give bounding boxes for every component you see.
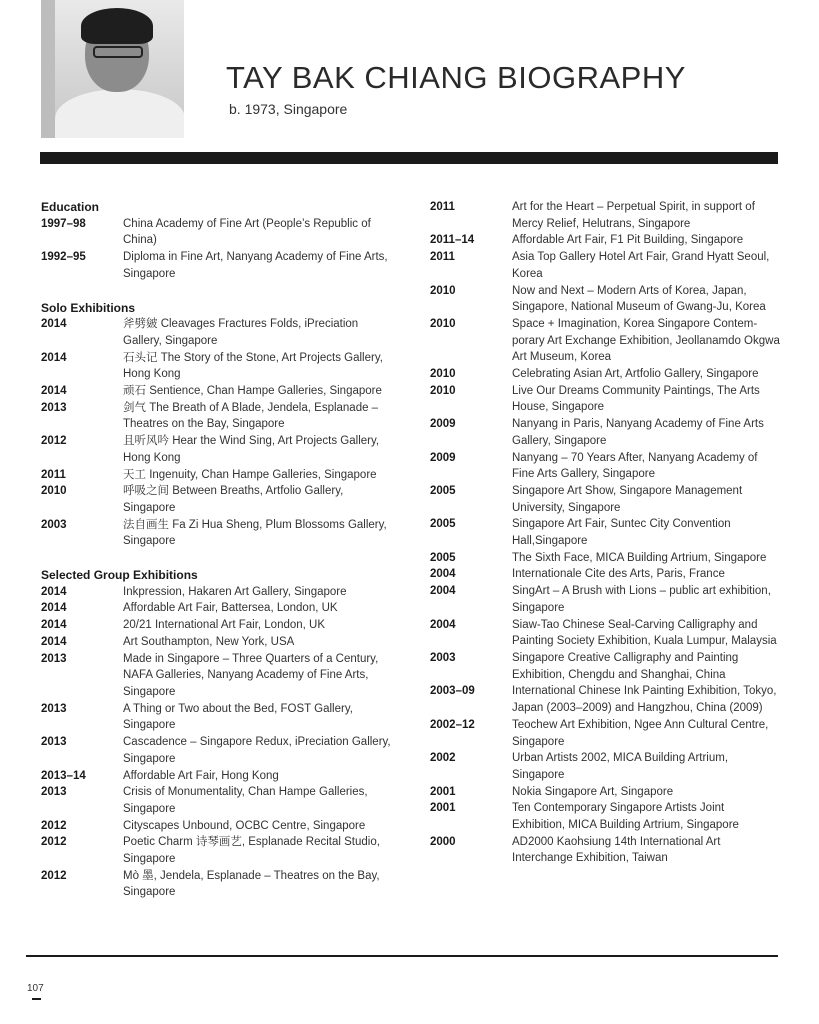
exhibition-entry [430, 683, 780, 716]
entry-year: 2003–09 [430, 685, 475, 698]
entry-year: 2013 [41, 702, 67, 715]
entry-description: Asia Top Gallery Hotel Art Fair, Grand Hyatt Seoul, Korea [512, 251, 770, 280]
entry-description: Affordable Art Fair, Battersea, London, UK [123, 602, 338, 615]
entry-description: Inkpression, Hakaren Art Gallery, Singapore [123, 585, 347, 598]
exhibition-entry [41, 433, 393, 466]
entry-description: Diploma in Fine Art, Nanyang Academy of Fine Arts, Singapore [123, 251, 388, 280]
entry-description: 且听风吟 Hear the Wind Sing, Art Projects Gallery, Hong Kong [123, 435, 380, 464]
entry-description: Art Southampton, New York, USA [123, 635, 295, 648]
exhibition-entry [41, 834, 393, 867]
entry-year: 2000 [430, 835, 456, 848]
entry-year: 2012 [41, 435, 67, 448]
entry-year: 2010 [430, 317, 456, 330]
entry-year: 2012 [41, 819, 67, 832]
section-heading: Selected Group Exhibitions [41, 568, 198, 583]
birth-info: b. 1973, Singapore [229, 101, 348, 117]
entry-description: China Academy of Fine Art (People’s Republic of China) [123, 217, 371, 247]
exhibition-entry [41, 634, 393, 651]
entry-description: 斧劈皴 Cleavages Fractures Folds, iPreciation Gallery, Singapore [123, 318, 359, 347]
entry-description: Singapore Art Show, Singapore Management University, Singapore [512, 484, 743, 514]
entry-description: International Chinese Ink Painting Exhibition, Tokyo, Japan (2003–2009) and Hangzhou, China (2009) [512, 685, 777, 715]
entry-description: Art for the Heart – Perpetual Spirit, in support of Mercy Relief, Helutrans, Singapore [512, 201, 755, 230]
exhibition-entry [430, 834, 780, 867]
entry-year: 2001 [430, 802, 456, 815]
entry-year: 1992–95 [41, 251, 86, 264]
entry-year: 2011 [41, 468, 66, 481]
entry-year: 2010 [41, 485, 67, 498]
entry-description: Singapore Creative Calligraphy and Painting Exhibition, Chengdu and Shanghai, China [512, 651, 739, 681]
exhibition-entry [41, 768, 393, 785]
entry-description: Affordable Art Fair, F1 Pit Building, Singapore [512, 234, 744, 247]
exhibition-entry [430, 516, 780, 549]
entry-description: 剑气 The Breath of A Blade, Jendela, Esplanade – Theatres on the Bay, Singapore [123, 401, 379, 431]
right-column [430, 199, 780, 867]
exhibition-entry [430, 650, 780, 683]
entry-year: 2014 [41, 602, 67, 615]
entry-year: 2004 [430, 585, 456, 598]
entry-description: Space + Imagination, Korea Singapore Contem-porary Art Exchange Exhibition, Jeollanamdo Okgwa Art Museum, Korea [512, 317, 780, 364]
entry-year: 2014 [41, 351, 67, 364]
entry-description: Now and Next – Modern Arts of Korea, Japan, Singapore, National Museum of Gwang-Ju, Korea [512, 284, 766, 314]
artist-portrait-photo [41, 0, 184, 138]
entry-year: 2013 [41, 736, 67, 749]
exhibition-entry [430, 717, 780, 750]
entry-description: Celebrating Asian Art, Artfolio Gallery, Singapore [512, 368, 759, 381]
exhibition-entry [430, 483, 780, 516]
entry-year: 2005 [430, 518, 456, 531]
exhibition-entry [430, 450, 780, 483]
exhibition-entry [41, 350, 393, 383]
exhibition-entry [41, 467, 393, 484]
exhibition-entry [41, 383, 393, 400]
exhibition-entry [41, 316, 393, 349]
entry-year: 2009 [430, 418, 456, 431]
photo-background-stripe [41, 0, 55, 138]
entry-year: 2004 [430, 568, 456, 581]
entry-description: 20/21 International Art Fair, London, UK [123, 619, 326, 632]
entry-description: Singapore Art Fair, Suntec City Convention Hall,Singapore [512, 518, 731, 548]
entry-description: Nanyang in Paris, Nanyang Academy of Fine Arts Gallery, Singapore [512, 418, 764, 447]
entry-description: Affordable Art Fair, Hong Kong [123, 769, 279, 782]
photo-glasses [93, 46, 143, 58]
entry-year: 2014 [41, 635, 67, 648]
entry-year: 2010 [430, 384, 456, 397]
entry-year: 2002 [430, 752, 456, 765]
entry-year: 2014 [41, 385, 67, 398]
exhibition-entry [41, 517, 393, 550]
exhibition-entry [41, 734, 393, 767]
entry-year: 2002–12 [430, 718, 475, 731]
exhibition-entry [41, 818, 393, 835]
exhibition-entry [430, 199, 780, 232]
entry-description: The Sixth Face, MICA Building Artrium, Singapore [512, 551, 767, 564]
entry-year: 2009 [430, 451, 456, 464]
entry-year: 2011 [430, 201, 455, 213]
entry-description: Teochew Art Exhibition, Ngee Ann Cultural Centre, Singapore [512, 718, 769, 748]
entry-description: Live Our Dreams Community Paintings, The Arts House, Singapore [512, 384, 760, 414]
entry-year: 2013 [41, 401, 67, 414]
exhibition-entry [41, 868, 393, 901]
section-heading: Education [41, 200, 100, 214]
page-title: TAY BAK CHIANG BIOGRAPHY [226, 60, 686, 95]
entry-year: 2004 [430, 618, 456, 631]
exhibition-entry [430, 283, 780, 316]
entry-description: AD2000 Kaohsiung 14th International Art Interchange Exhibition, Taiwan [512, 835, 721, 865]
exhibition-entry [430, 249, 780, 282]
section-heading: Solo Exhibitions [41, 300, 136, 315]
entry-year: 2005 [430, 484, 456, 497]
exhibition-entry [430, 800, 780, 833]
exhibition-entry [41, 701, 393, 734]
entry-year: 2014 [41, 318, 67, 331]
entry-year: 2001 [430, 785, 456, 798]
exhibition-entry [430, 550, 780, 567]
page-number-dash [32, 998, 41, 1000]
entry-description: 顽石 Sentience, Chan Hampe Galleries, Singapore [123, 385, 382, 398]
entry-year: 2014 [41, 619, 67, 632]
exhibition-entry [430, 566, 780, 583]
entry-description: Nokia Singapore Art, Singapore [512, 785, 674, 798]
entry-year: 1997–98 [41, 217, 86, 230]
entry-year: 2003 [430, 651, 456, 664]
photo-hair [81, 8, 153, 44]
entry-year: 2014 [41, 585, 67, 598]
entry-description: SingArt – A Brush with Lions – public art exhibition, Singapore [512, 585, 771, 614]
exhibition-entry [430, 617, 780, 650]
exhibition-entry [430, 366, 780, 383]
exhibition-entry [41, 216, 393, 249]
entry-description: Cascadence – Singapore Redux, iPreciation Gallery, Singapore [123, 736, 391, 765]
entry-year: 2013–14 [41, 769, 86, 782]
exhibition-entry [430, 784, 780, 801]
entry-year: 2013 [41, 786, 67, 799]
exhibition-entry [41, 784, 393, 817]
exhibition-entry [430, 583, 780, 616]
section-spacer [41, 550, 393, 567]
entry-description: 天工 Ingenuity, Chan Hampe Galleries, Singapore [123, 468, 377, 481]
entry-description: Urban Artists 2002, MICA Building Artrium, Singapore [512, 752, 729, 781]
entry-description: Ten Contemporary Singapore Artists Joint Exhibition, MICA Building Artrium, Singapore [512, 802, 739, 832]
exhibition-entry [41, 584, 393, 601]
entry-description: Mò 墨, Jendela, Esplanade – Theatres on the Bay, Singapore [123, 869, 380, 899]
entry-description: Internationale Cite des Arts, Paris, France [512, 568, 725, 581]
entry-year: 2011–14 [430, 234, 475, 247]
entry-year: 2013 [41, 652, 67, 665]
exhibition-entry [41, 600, 393, 617]
page-number: 107 [27, 983, 44, 994]
entry-description: 呼吸之间 Between Breaths, Artfolio Gallery, Singapore [123, 485, 344, 514]
entry-description: Nanyang – 70 Years After, Nanyang Academy of Fine Arts Gallery, Singapore [512, 451, 758, 481]
footer-rule [26, 955, 778, 957]
exhibition-entry [430, 383, 780, 416]
entry-description: Crisis of Monumentality, Chan Hampe Galleries, Singapore [123, 786, 368, 815]
entry-year: 2010 [430, 368, 456, 381]
exhibition-entry [430, 316, 780, 366]
photo-shirt [55, 88, 184, 138]
exhibition-entry [430, 232, 780, 249]
entry-year: 2011 [430, 251, 455, 264]
header-divider-bar [40, 152, 778, 164]
exhibition-entry [41, 483, 393, 516]
exhibition-entry [430, 750, 780, 783]
entry-description: A Thing or Two about the Bed, FOST Gallery, Singapore [123, 702, 353, 732]
entry-description: Poetic Charm 诗琴画艺, Esplanade Recital Studio, Singapore [123, 836, 380, 866]
entry-year: 2003 [41, 518, 67, 531]
entry-description: Siaw-Tao Chinese Seal-Carving Calligraphy and Painting Society Exhibition, Kuala Lumpur, Malaysia [512, 618, 777, 648]
exhibition-entry [41, 651, 393, 701]
exhibition-entry [430, 416, 780, 449]
entry-description: Made in Singapore – Three Quarters of a Century, NAFA Galleries, Nanyang Academy of Fine Arts, Singapore [123, 652, 379, 698]
exhibition-entry [41, 400, 393, 433]
entry-year: 2012 [41, 869, 67, 882]
section-spacer [41, 283, 393, 300]
entry-year: 2012 [41, 836, 67, 849]
entry-description: 法自画生 Fa Zi Hua Sheng, Plum Blossoms Gallery, Singapore [123, 518, 387, 548]
entry-description: 石头记 The Story of the Stone, Art Projects Gallery, Hong Kong [123, 351, 383, 381]
exhibition-entry [41, 617, 393, 634]
entry-year: 2005 [430, 551, 456, 564]
left-column [41, 199, 393, 901]
exhibition-entry [41, 249, 393, 282]
entry-description: Cityscapes Unbound, OCBC Centre, Singapore [123, 819, 366, 832]
entry-year: 2010 [430, 284, 456, 297]
